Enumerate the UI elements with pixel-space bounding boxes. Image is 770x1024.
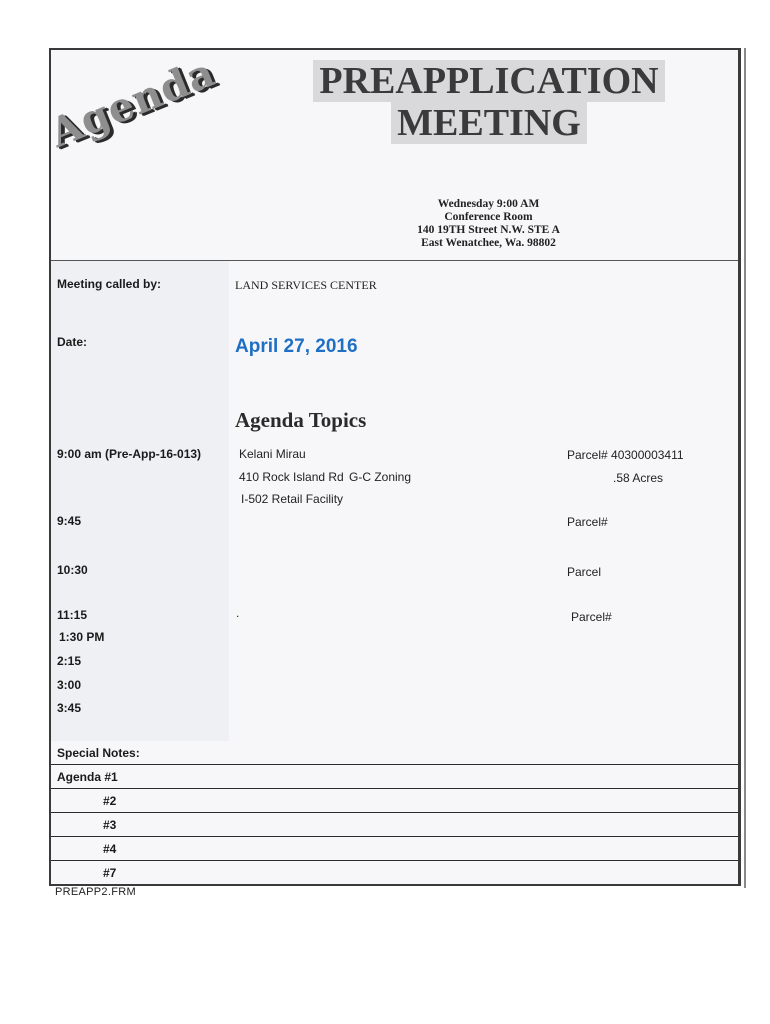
parcel-number: Parcel# 40300003411 xyxy=(567,448,684,462)
slot-time: 3:45 xyxy=(57,701,82,715)
page-title xyxy=(294,60,684,144)
slot-time: 1:30 PM xyxy=(59,630,105,644)
form-code: PREAPP2.FRM xyxy=(55,886,136,898)
slot-time: 10:30 xyxy=(57,563,88,577)
notes-row xyxy=(51,812,738,837)
meeting-city: East Wenatchee, Wa. 98802 xyxy=(421,237,556,249)
parcel-number: Parcel# xyxy=(567,515,608,529)
meeting-room: Conference Room xyxy=(444,211,533,223)
project-use: I-502 Retail Facility xyxy=(241,492,344,506)
agenda-form xyxy=(43,48,741,886)
notes-row-label: #2 xyxy=(103,794,117,808)
acreage: .58 Acres xyxy=(613,471,664,485)
special-notes-label: Special Notes: xyxy=(57,746,140,760)
applicant-name: Kelani Mirau xyxy=(239,447,306,461)
notes-row-label: #3 xyxy=(103,818,117,832)
zoning: G-C Zoning xyxy=(349,470,412,484)
date-label: Date: xyxy=(57,335,88,349)
form-header xyxy=(43,48,738,261)
meeting-street: 140 19TH Street N.W. STE A xyxy=(417,224,560,236)
parcel-number: Parcel# xyxy=(571,610,612,624)
slot-time: 9:45 xyxy=(57,514,82,528)
notes-row-label: Agenda #1 xyxy=(57,770,118,784)
notes-row-label: #4 xyxy=(103,842,117,856)
called-by-label: Meeting called by: xyxy=(57,277,162,291)
slot-time: 2:15 xyxy=(57,654,82,668)
slot-time: 9:00 am (Pre-App-16-013) xyxy=(57,447,202,461)
called-by-value: LAND SERVICES CENTER xyxy=(235,278,377,292)
parcel-number: Parcel xyxy=(567,565,602,579)
meeting-location xyxy=(301,198,676,250)
notes-row xyxy=(51,860,738,885)
frame-edge xyxy=(744,48,746,888)
notes-row-label: #7 xyxy=(103,866,117,880)
topics-heading: Agenda Topics xyxy=(235,408,367,432)
meeting-date: April 27, 2016 xyxy=(235,336,358,357)
applicant-address: 410 Rock Island Rd xyxy=(239,470,344,484)
dot-mark: . xyxy=(236,606,240,620)
label-column xyxy=(51,261,229,741)
notes-row xyxy=(51,836,738,861)
notes-row xyxy=(51,788,738,813)
notes-row xyxy=(51,764,738,789)
meeting-time: Wednesday 9:00 AM xyxy=(437,198,540,210)
slot-time: 11:15 xyxy=(57,608,88,622)
agenda-logo: Agenda xyxy=(43,48,222,157)
slot-time: 3:00 xyxy=(57,678,82,692)
title-line-2: MEETING xyxy=(391,102,587,144)
title-line-1: PREAPPLICATION xyxy=(313,60,664,102)
